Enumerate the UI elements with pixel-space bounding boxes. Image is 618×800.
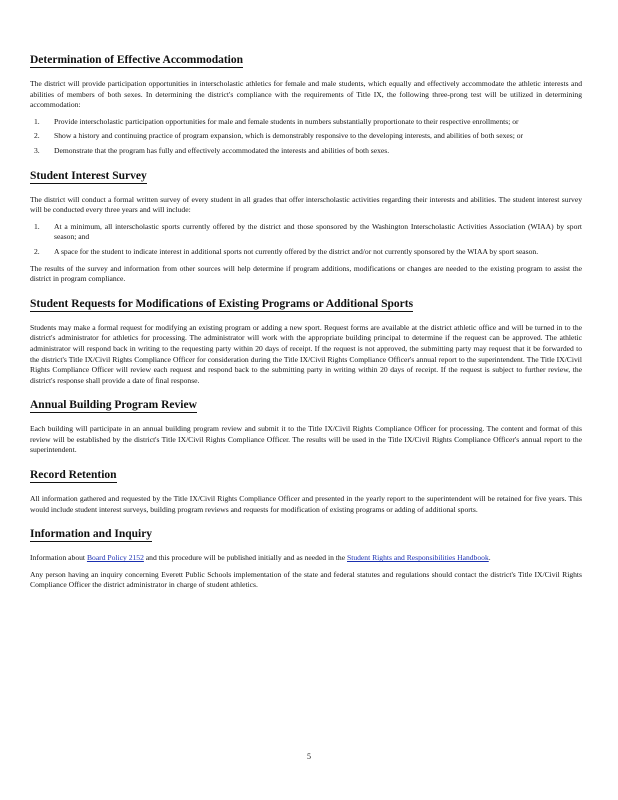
heading-survey: Student Interest Survey: [30, 169, 147, 182]
retention-body: All information gathered and requested by the Title IX/Civil Rights Compliance Officer and presented in the yearly report to the superintendent will be retained for five years. This would include student interest surveys, building program reviews and requests for modification of existing programs or adding of additional sports.: [30, 494, 582, 514]
list-text: A space for the student to indicate interest in additional sports not currently offered by the district and/or not currently sponsored by the WIAA by sport season.: [54, 246, 539, 256]
inquiry-p1: [30, 553, 582, 564]
inquiry-text-middle: and this procedure will be published initially and as needed in the: [143, 553, 347, 563]
requests-body: Students may make a formal request for modifying an existing program or adding a new sport. Request forms are available at the district athletic office and will be turned in to the district's administrator for athletics for processing. The administrator will work with the appropriate building principal to determine if the request can be approved. The athletic administrator will respond back in writing to the requesting party within 20 days of receipt. If the request is not approved, the submitting party may request that it be forwarded to the district's Title IX/Civil Rights Compliance Officer for consideration during the Title IX/Civil Rights Compliance Officer's annual report to the superintendent. The Title IX/Civil Rights Compliance Officer will review each request and respond back to the submitting party in writing within 20 days of receipt. If the request is subject to further review, the district's response shall provide a date of final response.: [30, 322, 582, 385]
list-number: 1.: [34, 116, 40, 126]
document-page: [30, 50, 582, 597]
inquiry-text-after: .: [488, 553, 491, 563]
review-body: Each building will participate in an annual building program review and submit it to the Title IX/Civil Rights Compliance Officer for processing. The content and format of this review will be established by the district's Title IX/Civil Rights Compliance Officer. The results will be used in the Title IX/Civil Rights Compliance Officer's annual report to the superintendent.: [30, 424, 582, 455]
list-number: 3.: [34, 145, 40, 155]
board-policy-link[interactable]: Board Policy 2152: [86, 553, 144, 563]
survey-list: [30, 222, 582, 258]
list-item: [30, 247, 582, 258]
list-number: 2.: [34, 246, 40, 256]
inquiry-text-before: Information about: [30, 553, 87, 563]
heading-review: Annual Building Program Review: [30, 399, 197, 412]
list-text: At a minimum, all interscholastic sports currently offered by the district and those sponsored by the Washington Interscholastic Activities Association (WIAA) by sport season; and: [54, 221, 582, 242]
inquiry-p2: Any person having an inquiry concerning Everett Public Schools implementation of the state and federal statutes and regulations should contact the district's Title IX/Civil Rights Compliance Officer the district administrator in charge of student athletics.: [30, 569, 582, 590]
section-retention: [30, 465, 582, 515]
section-inquiry: [30, 524, 582, 591]
determination-intro: The district will provide participation opportunities in interscholastic athletics for female and male students, which equally and effectively accommodate the athletic interests and abilities of members of both sexes. In determining the district's compliance with the requirements of Title IX, the following three-prong test will be utilized in determining accommodation:: [30, 79, 582, 110]
page-number: 5: [307, 752, 311, 761]
list-item: [30, 117, 582, 128]
list-text: Show a history and continuing practice of program expansion, which is demonstrably responsive to the developing interests, and abilities of both sexes; or: [54, 131, 524, 141]
heading-retention: Record Retention: [30, 469, 117, 482]
list-text: Demonstrate that the program has fully and effectively accommodated the interests and abilities of both sexes.: [54, 145, 390, 155]
list-number: 1.: [34, 221, 40, 231]
heading-determination: Determination of Effective Accommodation: [30, 54, 244, 66]
heading-inquiry: Information and Inquiry: [30, 528, 153, 541]
survey-closing: The results of the survey and information from other sources will help determine if program additions, modifications or changes are needed to the existing program to assist the district in program compliance.: [30, 263, 582, 284]
section-requests: [30, 294, 582, 387]
list-number: 2.: [34, 131, 40, 141]
section-review: [30, 395, 582, 456]
heading-requests: Student Requests for Modifications of Existing Programs or Additional Sports: [30, 297, 414, 310]
determination-list: [30, 117, 582, 157]
list-item: [30, 146, 582, 157]
list-text: Provide interscholastic participation opportunities for male and female students in numbers substantially proportionate to their respective enrollments; or: [54, 116, 519, 126]
survey-intro: The district will conduct a formal written survey of every student in all grades that offer interscholastic activities regarding their interests and abilities. The student interest survey will be conducted every three years and will include:: [30, 194, 582, 215]
section-determination: [30, 50, 582, 157]
handbook-link[interactable]: Student Rights and Responsibilities Handbook: [347, 553, 489, 563]
list-item: [30, 131, 582, 142]
list-item: [30, 222, 582, 243]
section-survey: [30, 166, 582, 285]
